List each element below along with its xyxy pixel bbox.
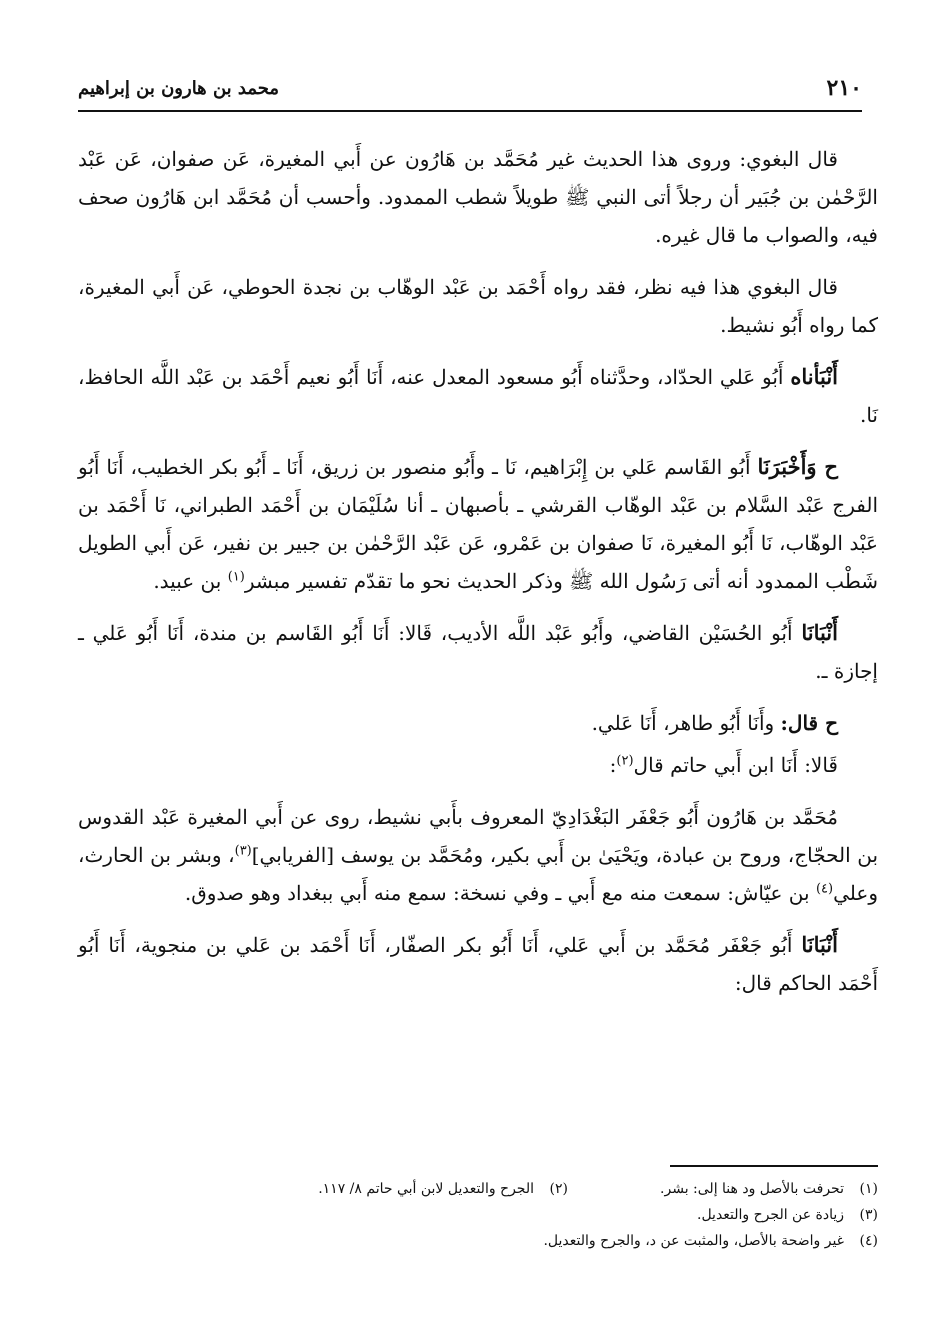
- paragraph-lead: ح وَأَخْبَرَنَا: [757, 454, 838, 479]
- paragraph-text-tail: ، وبشر بن الحارث، وعلي: [78, 843, 878, 905]
- footnotes: [78, 1176, 878, 1254]
- paragraph: [78, 926, 878, 1002]
- paragraph-text-tail: بن عبيد.: [153, 569, 228, 593]
- running-head: [78, 70, 862, 106]
- paragraph-text: أَبُو عَلي الحدّاد، وحدَّثناه أَبُو مسعود المعدل عنه، أَنَا أَبُو نعيم أَحْمَد بن عَبْد اللَّه الحافظ، نَا.: [78, 365, 878, 427]
- footnote-rule: [670, 1165, 878, 1167]
- footnote-number: (٤): [859, 1233, 878, 1249]
- footnote: [697, 1207, 878, 1223]
- footnote-text: الجرح والتعديل لابن أبي حاتم ٨/ ١١٧.: [318, 1181, 534, 1197]
- footnote-number: (٢): [549, 1181, 568, 1197]
- footnote-reference[interactable]: (١): [227, 569, 245, 585]
- paragraph-lead: أَنْبَانَا: [801, 932, 838, 957]
- paragraph-text: أَبُو الحُسَيْن القاضي، وأَبُو عَبْد اللَّه الأديب، قَالا: أَنَا أَبُو القَاسم بن مندة، أَنَا أَبُو عَلي ـ إجازة ـ.: [78, 621, 878, 683]
- paragraph-text: أَبُو جَعْفَر مُحَمَّد بن أَبي عَلي، أَنَا أَبُو بكر الصفّار، أَنَا أَحْمَد بن عَلي بن منجوية، أَنَا أَبُو أَحْمَد الحاكم قال:: [78, 933, 878, 995]
- footnote-reference[interactable]: (٣): [234, 843, 252, 859]
- running-title: محمد بن هارون بن إبراهيم: [78, 77, 280, 99]
- footnote-number: (٣): [859, 1207, 878, 1223]
- footnote-text: زيادة عن الجرح والتعديل.: [697, 1207, 844, 1223]
- paragraph-text: أَبُو القَاسم عَلي بن إِبْرَاهيم، نَا ـ وأَبُو منصور بن زريق، أَنَا ـ أَبُو بكر الخطيب، أَنَا أَبُو الفرج عَبْد السَّلام بن عَبْد الوهّاب القرشي ـ بأصبهان ـ أنا سُلَيْمَان بن أَحْمَد الطبراني، نَا أَحْمَد بن عَبْد الوهّاب، نَا أَبُو المغيرة، نَا صفوان بن عَمْرو، عَن عَبْد الرَّحْمٰن بن جبير بن نفير، عَن أَبي الطويل شَطْب الممدود أنه أتى رَسُول الله ﷺ وذكر الحديث نحو ما تقدّم تفسير مبشر: [78, 455, 879, 593]
- paragraph-lead: أَنْبَأناه: [790, 364, 839, 389]
- paragraph-text-tail: بن عيّاش: سمعت منه مع أَبي ـ وفي نسخة: سمع منه أَبي ببغداد وهو صدوق.: [184, 881, 816, 905]
- paragraph-text: وأَنَا أَبُو طاهر، أَنَا عَلي.: [591, 711, 775, 735]
- paragraph: [78, 614, 878, 690]
- footnote-reference[interactable]: (٢): [616, 753, 634, 769]
- paragraph: [78, 140, 878, 254]
- footnote-text: غير واضحة بالأصل، والمثبت عن د، والجرح والتعديل.: [543, 1233, 844, 1249]
- footnote-row: [78, 1202, 878, 1228]
- paragraph-lead: ح قال:: [780, 711, 838, 735]
- main-text: [78, 140, 878, 1016]
- footnote: [318, 1181, 568, 1197]
- paragraph-text: قَالا: أَنَا ابن أَبي حاتم قال: [633, 753, 838, 777]
- footnote: [568, 1181, 878, 1197]
- paragraph-text-tail: :: [609, 753, 617, 777]
- footnote-text: تحرفت بالأصل ود هنا إلى: بشر.: [660, 1181, 844, 1197]
- header-rule: [78, 110, 862, 112]
- paragraph-text: قال البغوي هذا فيه نظر، فقد رواه أَحْمَد بن عَبْد الوهّاب بن نجدة الحوطي، عَن أَبي المغيرة، كما رواه أَبُو نشيط.: [78, 275, 878, 337]
- paragraph: [78, 704, 878, 742]
- paragraph: [78, 448, 878, 600]
- paragraph: [78, 358, 878, 434]
- footnote-row: [78, 1228, 878, 1254]
- footnote-row: [78, 1176, 878, 1202]
- footnote: [543, 1233, 878, 1249]
- paragraph-text: مُحَمَّد بن هَارُون أَبُو جَعْفَر البَغْدَادِيّ المعروف بأَبي نشيط، روى عن أَبي المغيرة عَبْد القدوس بن الحجّاج، وروح بن عبادة، ويَحْيَىٰ بن أَبي بكير، ومُحَمَّد بن يوسف [الفريابي]: [78, 805, 879, 867]
- paragraph: [78, 798, 878, 912]
- page-number: ٢١٠: [826, 75, 862, 101]
- paragraph: [78, 746, 878, 784]
- paragraph-text: قال البغوي: وروى هذا الحديث غير مُحَمَّد بن هَارُون عن أَبي المغيرة، عَن صفوان، عَن عَبْد الرَّحْمٰن بن جُبَير أن رجلاً أتى النبي ﷺ طويلاً شطب الممدود. وأحسب أن مُحَمَّد ابن هَارُون صحف فيه، والصواب ما قال غيره.: [78, 147, 878, 247]
- footnote-reference[interactable]: (٤): [815, 881, 834, 897]
- paragraph-lead: أَنْبَانَا: [801, 620, 838, 645]
- paragraph: [78, 268, 878, 344]
- footnote-number: (١): [859, 1181, 878, 1197]
